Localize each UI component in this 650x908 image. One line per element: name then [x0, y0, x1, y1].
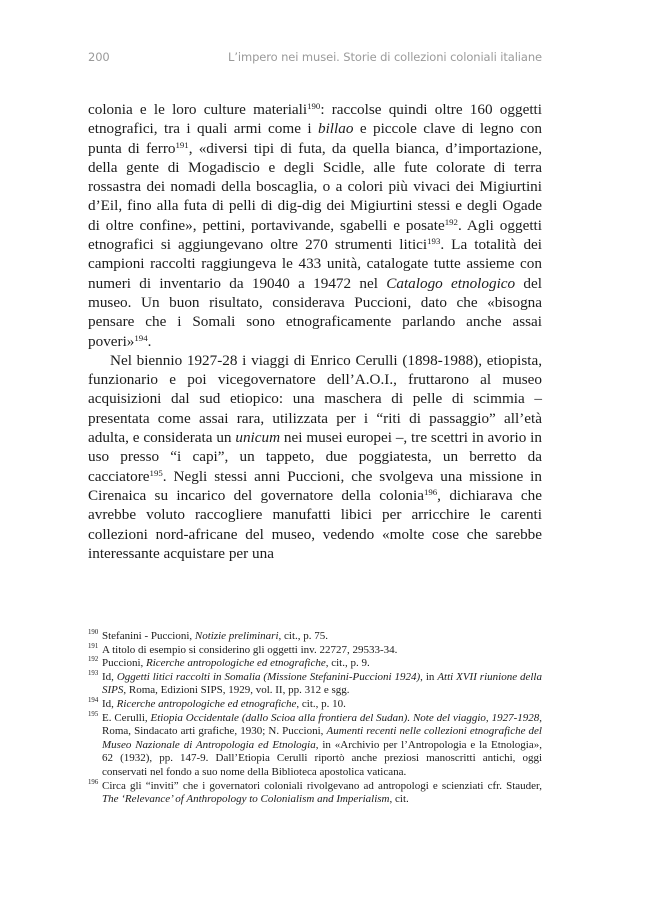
- text-run: , cit., p. 9.: [325, 657, 370, 670]
- footnote-number: 193: [88, 669, 99, 677]
- text-run: Puccioni,: [102, 657, 146, 670]
- italic-text: Etiopia Occidentale (dallo Scioa alla frontiera del Sudan). Note del viaggio, 1927-1928: [150, 711, 540, 724]
- text-run: , cit.: [389, 793, 409, 806]
- text-run: , cit., p. 75.: [278, 630, 328, 642]
- text-run: . La totalità dei campioni raccolti raggiungeva le 433 unità, catalogate tutte assieme con numeri di inventario da 19040 a 19472 nel: [88, 236, 542, 292]
- footnote: [88, 671, 542, 698]
- italic-text: The ‘Relevance’ of Anthropology to Colonialism and Imperialism: [102, 793, 390, 806]
- italic-text: billao: [317, 120, 354, 138]
- italic-text: Oggetti litici raccolti in Somalia (Missione Stefanini-Puccioni 1924): [116, 670, 421, 683]
- text-run: Stefanini - Puccioni,: [102, 630, 195, 642]
- footnote-number: 190: [88, 629, 99, 636]
- text-run: Nel biennio 1927-28 i viaggi di Enrico Cerulli (1898-1988), etiopista, funzionario e poi vicegovernatore dell’A.O.I., fruttarono al museo acquisizioni dal sud etiopico: una maschera di pelle di scimmia – presentata come assai rara, utilizzata per i “riti di passaggio” all’età adulta, e considerata un: [88, 351, 542, 447]
- text-run: del museo. Un buon risultato, considerava Puccioni, dato che «bisogna pensare che i Somali sono etnograficamente parlando anche assai poveri»: [88, 274, 542, 350]
- italic-text: Catalogo etnologico: [386, 274, 516, 292]
- text-run: Id,: [102, 670, 117, 683]
- italic-text: unicum: [235, 429, 281, 447]
- footnote: [88, 657, 542, 671]
- text-run: , dichiarava che avrebbe voluto raccogliere manufatti libici per arricchire le carenti collezioni nord-africane del museo, vedendo «molte cose che sarebbe interessante acquistare per una: [88, 486, 542, 562]
- footnote-number: 194: [88, 696, 99, 704]
- text-run: , Roma, Edizioni SIPS, 1929, vol. II, pp. 312 e sgg.: [123, 684, 350, 697]
- footnotes: [88, 630, 542, 807]
- text-run: . Negli stessi anni Puccioni, che svolgeva una missione in Cirenaica su incarico del governatore della colonia: [88, 467, 542, 504]
- text-run: , Roma, Sindacato arti grafiche, 1930; N. Puccioni,: [102, 711, 542, 738]
- footnote-number: 195: [88, 710, 99, 718]
- text-run: Circa gli “inviti” che i governatori coloniali rivolgevano ad antropologi e scienziati cfr. Stauder,: [102, 779, 542, 792]
- footnote-ref: 192: [444, 216, 458, 227]
- footnote: [88, 712, 542, 780]
- footnote-ref: 195: [149, 467, 163, 478]
- text-run: , in «Archivio per l’Antropologia e la Etnologia», 62 (1932), pp. 147-9. Dall’Etiopia Cerulli riportò anche preziosi manoscritti antichi, oggi conservati nel fondo a suo nome della Biblioteca apostolica vaticana.: [102, 738, 542, 778]
- italic-text: Atti XVII riunione della SIPS: [102, 670, 542, 697]
- footnote-ref: 194: [134, 332, 148, 343]
- text-run: e piccole clave di legno con punta di ferro: [88, 120, 542, 157]
- italic-text: Aumenti recenti nelle collezioni etnografiche del Museo Nazionale di Antropologia ed Etnologia: [102, 725, 542, 751]
- paragraph: [88, 100, 542, 351]
- text-run: .: [147, 332, 152, 350]
- text-run: A titolo di esempio si considerino gli oggetti inv. 22727, 29533-34.: [102, 643, 398, 656]
- text-run: nei musei europei –, tre scettri in avorio in uso presso “i capi”, un tappeto, due poggiatesta, un berretto da cacciatore: [88, 429, 542, 485]
- paragraph: [88, 351, 542, 563]
- footnote-ref: 193: [427, 236, 441, 247]
- main-text: [88, 100, 542, 563]
- footnote: [88, 644, 542, 658]
- footnote-number: 191: [88, 642, 99, 650]
- footnote-number: 192: [88, 656, 99, 664]
- text-run: colonia e le loro culture materiali: [88, 101, 308, 118]
- text-run: E. Cerulli,: [102, 711, 151, 724]
- italic-text: Ricerche antropologiche ed etnografiche: [116, 697, 297, 710]
- text-run: : raccolse quindi oltre 160 oggetti etnografici, tra i quali armi come i: [88, 101, 542, 138]
- footnote: [88, 780, 542, 807]
- footnote-ref: 191: [175, 139, 189, 150]
- footnote-ref: 190: [307, 101, 321, 112]
- footnote-number: 196: [88, 778, 99, 786]
- running-title: L’impero nei musei. Storie di collezioni coloniali italiane: [228, 50, 542, 64]
- footnote-ref: 196: [423, 487, 438, 498]
- text-run: , in: [420, 670, 438, 683]
- footnote: [88, 698, 542, 712]
- text-run: , cit., p. 10.: [296, 697, 346, 710]
- text-run: . Agli oggetti etnografici si aggiungevano oltre 270 strumenti litici: [88, 216, 542, 254]
- text-run: , «diversi tipi di futa, da quella bianca, d’importazione, della gente di Mogadiscio e degli Scidle, alle fute colorate di terra rossastra dei nomadi della boscaglia, o a colori più vivaci dei Migiurtini d’Eil, fino alla futa di pelli di dig-dig dei Migiurtini stessi e degli Ogade di oltre confine», pettini, portavivande, sgabelli e posate: [88, 139, 542, 234]
- italic-text: Ricerche antropologiche ed etnografiche: [146, 657, 326, 670]
- text-run: Id,: [102, 697, 117, 710]
- italic-text: Notizie preliminari: [194, 630, 279, 642]
- page-number: 200: [88, 50, 110, 64]
- footnote: [88, 630, 542, 644]
